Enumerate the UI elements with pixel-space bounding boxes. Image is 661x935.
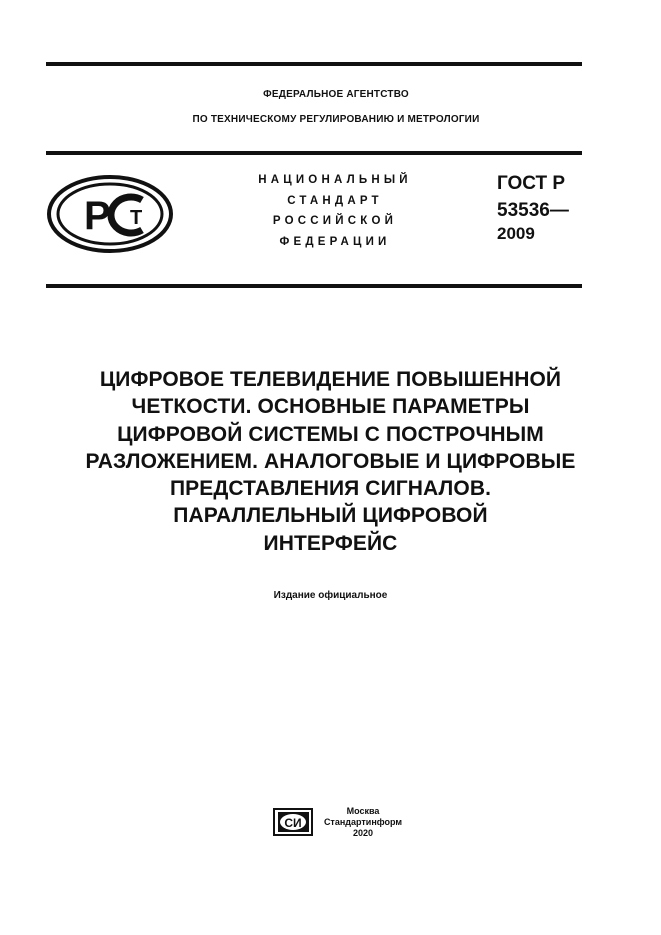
designation-line-2: 53536— [497, 200, 569, 221]
standard-type-line-2: СТАНДАРТ [287, 194, 383, 207]
logo-letter-t: Т [130, 207, 143, 229]
standard-type-line-4: ФЕДЕРАЦИИ [279, 235, 391, 248]
title-line: РАЗЛОЖЕНИЕМ. АНАЛОГОВЫЕ И ЦИФРОВЫЕ [85, 449, 576, 473]
agency-line-1: ФЕДЕРАЛЬНОЕ АГЕНТСТВО [263, 89, 409, 100]
standartinform-logo-icon [273, 808, 313, 836]
header-rule [46, 151, 582, 155]
publisher-imprint [318, 806, 408, 839]
title-line: ПАРАЛЛЕЛЬНЫЙ ЦИФРОВОЙ [173, 504, 488, 528]
document-title [40, 366, 621, 557]
designation-year: 2009 [497, 224, 535, 243]
designation-line-1: ГОСТ Р [497, 173, 566, 194]
rst-certification-mark-icon [46, 174, 174, 254]
publisher-year: 2020 [352, 828, 374, 838]
title-line: ЦИФРОВОЙ СИСТЕМЫ С ПОСТРОЧНЫМ [117, 422, 544, 446]
top-rule [46, 62, 582, 66]
publisher-logo-text: СИ [284, 816, 302, 830]
standard-type-line-1: НАЦИОНАЛЬНЫЙ [258, 174, 412, 186]
logo-letter-r: Р [84, 194, 111, 238]
title-line: ЦИФРОВОЕ ТЕЛЕВИДЕНИЕ ПОВЫШЕННОЙ [99, 368, 562, 391]
title-line: ИНТЕРФЕЙС [263, 531, 398, 555]
standard-type-line-3: РОССИЙСКОЙ [272, 215, 398, 227]
publisher-city: Москва [346, 806, 380, 816]
agency-line-2: ПО ТЕХНИЧЕСКОМУ РЕГУЛИРОВАНИЮ И МЕТРОЛОГИИ [192, 114, 480, 125]
publisher-name: Стандартинформ [323, 817, 403, 827]
bottom-header-rule [46, 284, 582, 288]
edition-note: Издание официальное [273, 590, 388, 601]
standard-designation [497, 170, 597, 244]
title-line: ПРЕДСТАВЛЕНИЯ СИГНАЛОВ. [169, 477, 492, 501]
standard-type [240, 170, 430, 252]
title-line: ЧЕТКОСТИ. ОСНОВНЫЕ ПАРАМЕТРЫ [131, 395, 530, 419]
